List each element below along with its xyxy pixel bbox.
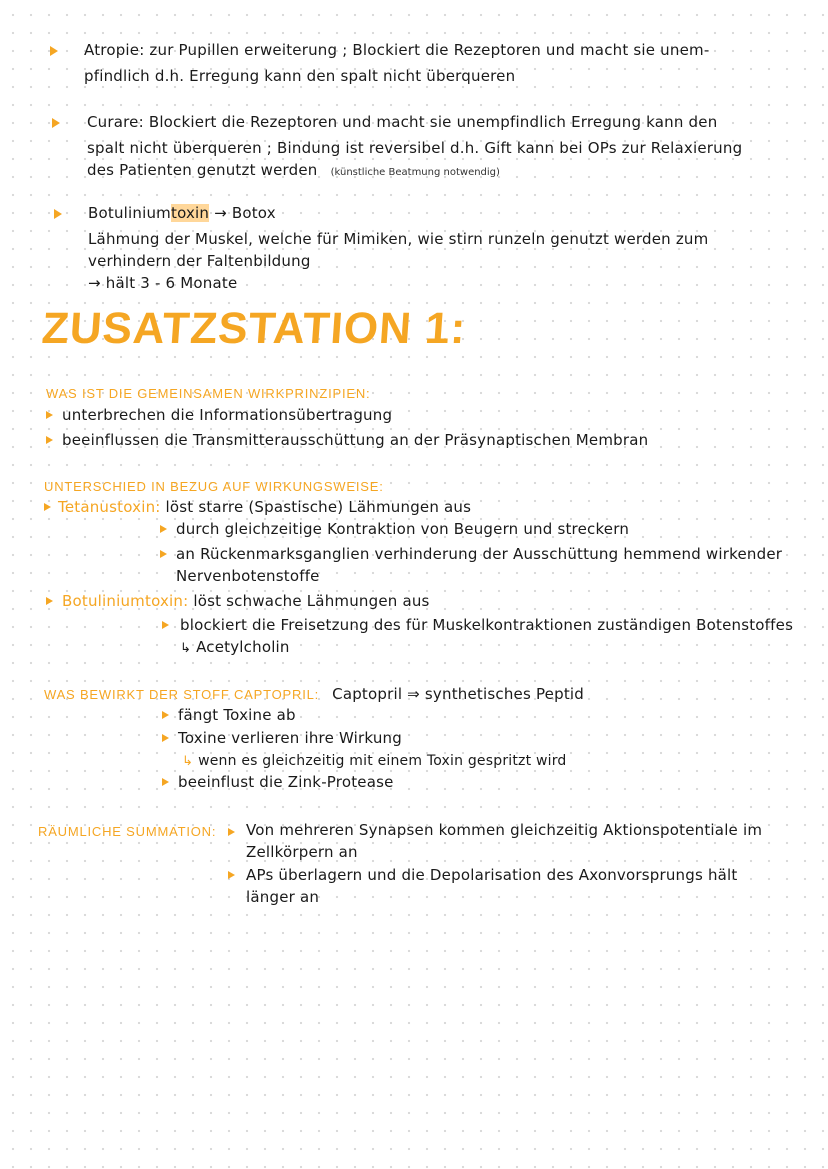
atropie-line1: Atropie: zur Pupillen erweiterung ; Blockiert die Rezeptoren und macht sie unem-: [84, 41, 710, 59]
botu-sub2-wrap: [180, 638, 290, 656]
botu-line: [62, 592, 430, 610]
unterschied-title: UNTERSCHIED IN BEZUG AUF WIRKUNGSWEISE:: [44, 479, 384, 494]
bullet-arrow-icon: [160, 550, 167, 558]
curare-note: (künstliche Beatmung notwendig): [330, 167, 500, 178]
captopril-title: WAS BEWIRKT DER STOFF CAPTOPRIL:: [44, 687, 320, 702]
bullet-arrow-icon: [162, 734, 169, 742]
botu-sub2: Acetylcholin: [196, 638, 290, 656]
botox-line1: [88, 204, 276, 222]
curare-line3-wrap: [87, 160, 500, 179]
tetanus-sub2a: an Rückenmarksganglien verhinderung der Ausschüttung hemmend wirkender: [176, 545, 783, 563]
bullet-arrow-icon: [46, 597, 53, 605]
atropie-line2: pfindlich d.h. Erregung kann den spalt nicht überqueren: [84, 67, 516, 85]
botox-name-a: Botulinium: [88, 204, 171, 222]
bullet-arrow-icon: [162, 621, 169, 629]
captopril-item-2: Toxine verlieren ihre Wirkung: [178, 729, 402, 747]
botox-line2: Lähmung der Muskel, welche für Mimiken, wie stirn runzeln genutzt werden zum: [88, 230, 709, 248]
prinzip-item-1: unterbrechen die Informationsübertragung: [62, 406, 393, 424]
captopril-title-line: [44, 684, 584, 703]
bullet-arrow-icon: [160, 525, 167, 533]
curare-line3: des Patienten genutzt werden: [87, 161, 318, 179]
curare-line1: Curare: Blockiert die Rezeptoren und macht sie unempfindlich Erregung kann den: [87, 113, 718, 131]
prinzip-item-2: beeinflussen die Transmitterausschüttung an der Präsynaptischen Membran: [62, 431, 649, 449]
summation-title: RÄUMLICHE SUMMATION:: [38, 824, 217, 839]
captopril-item-1: fängt Toxine ab: [178, 706, 296, 724]
bullet-arrow-icon: [50, 46, 58, 56]
hook-arrow-icon: ↳: [180, 641, 192, 656]
botu-text: löst schwache Lähmungen aus: [193, 592, 430, 610]
tetanus-sub2b: Nervenbotenstoffe: [176, 567, 320, 585]
bullet-arrow-icon: [46, 436, 53, 444]
bullet-arrow-icon: [228, 871, 235, 879]
tetanus-label: Tetanustoxin:: [58, 498, 161, 516]
botox-name-c: → Botox: [209, 204, 276, 222]
captopril-def: Captopril ⇒ synthetisches Peptid: [332, 685, 584, 703]
summation-item1b: Zellkörpern an: [246, 843, 358, 861]
page-heading: ZUSATZSTATION 1:: [40, 304, 468, 353]
botox-line3: verhindern der Faltenbildung: [88, 252, 311, 270]
summation-item1a: Von mehreren Synapsen kommen gleichzeitig Aktionspotentiale im: [246, 821, 763, 839]
summation-item2a: APs überlagern und die Depolarisation des Axonvorsprungs hält: [246, 866, 738, 884]
bullet-arrow-icon: [46, 411, 53, 419]
tetanus-text: löst starre (Spastische) Lähmungen aus: [165, 498, 472, 516]
tetanus-sub1: durch gleichzeitige Kontraktion von Beugern und streckern: [176, 520, 630, 538]
bullet-arrow-icon: [54, 209, 62, 219]
bullet-arrow-icon: [162, 711, 169, 719]
bullet-arrow-icon: [228, 828, 235, 836]
botu-sub1: blockiert die Freisetzung des für Muskelkontraktionen zuständigen Botenstoffes: [180, 616, 794, 634]
bullet-arrow-icon: [52, 118, 60, 128]
botox-line4: → hält 3 - 6 Monate: [88, 274, 238, 292]
captopril-sub-wrap: [182, 751, 567, 769]
captopril-sub: wenn es gleichzeitig mit einem Toxin gespritzt wird: [198, 753, 567, 769]
bullet-arrow-icon: [162, 778, 169, 786]
summation-item2b: länger an: [246, 888, 320, 906]
prinzip-title: WAS IST DIE GEMEINSAMEN WIRKPRINZIPIEN:: [46, 386, 371, 401]
curare-line2: spalt nicht überqueren ; Bindung ist reversibel d.h. Gift kann bei OPs zur Relaxierung: [87, 139, 743, 157]
tetanus-line: [58, 498, 471, 516]
captopril-item-3: beeinflust die Zink-Protease: [178, 773, 394, 791]
botox-name-highlight: toxin: [170, 204, 210, 222]
botu-label: Botuliniumtoxin:: [62, 592, 189, 610]
bullet-arrow-icon: [44, 503, 51, 511]
hook-arrow-icon: ↳: [182, 754, 194, 769]
